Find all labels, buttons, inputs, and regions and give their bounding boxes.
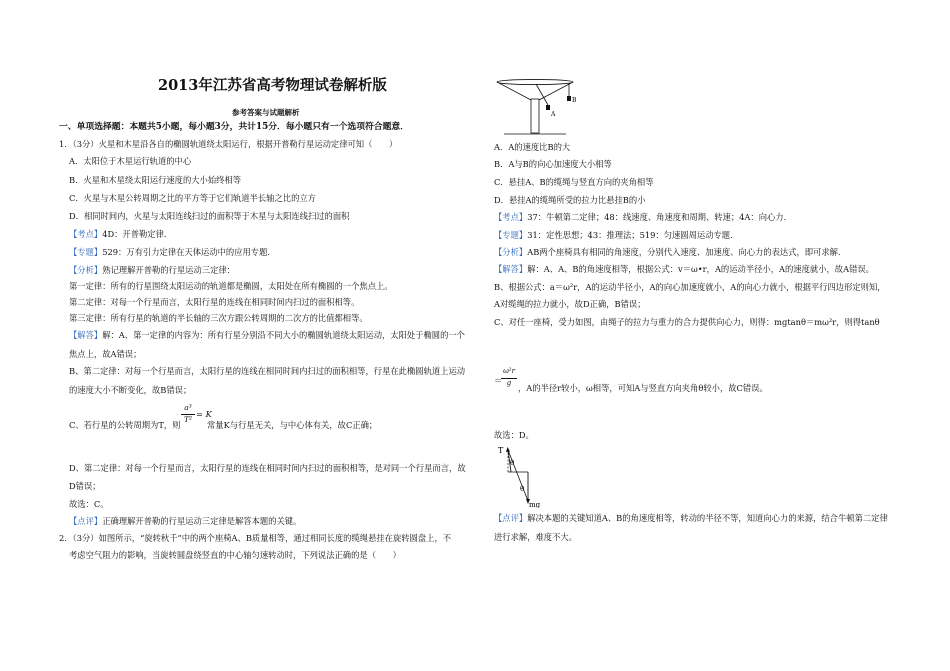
jieda-text: 解：A、第一定律的内容为：所有行星分别沿不同大小的椭圆轨道绕太阳运动，太阳处于椭圆的一个 [102,330,465,340]
zhuanti-text: 529：万有引力定律在天体运动中的应用专题． [102,247,276,257]
q2-jieda [494,264,874,275]
dianping-text: 解决本题的关键知道A、B的角速度相等，转动的半径不等，知道向心力的来源，结合牛顿第二定律 [527,513,888,523]
force-diagram [494,444,546,508]
q2-option-c: C．悬挂A、B的缆绳与竖直方向的夹角相等 [494,177,654,187]
q1-option-d: D．相同时间内，火星与太阳连线扫过的面积等于木星与太阳连线扫过的面积 [69,211,350,221]
carousel-pole [531,99,539,133]
seat-a [546,105,550,110]
q1-answer: 故选：C。 [69,499,109,509]
q1-stem: 1．（3分）火星和木星沿各自的椭圆轨道绕太阳运行，根据开普勒行星运动定律可知（ ） [59,139,398,149]
q2-c-line2: ，A的半径r较小，ω相等，可知A与竖直方向夹角θ较小，故C错误。 [518,383,768,393]
kaodian-tag: 【考点】 [69,229,103,239]
kaodian-tag: 【考点】 [494,212,528,222]
q2-c-line1: C、对任一座椅，受力如图，由绳子的拉力与重力的合力提供向心力，则得：mgtanθ＝mω²r，则得tanθ [494,317,880,327]
q1-option-b: B．火星和木星绕太阳运行速度的大小始终相等 [69,175,242,185]
q2-kaodian [494,212,792,223]
jieda-tag: 【解答】 [69,330,103,340]
kaodian-text: 37：牛顿第二定律；48：线速度、角速度和周期、转速；4A：向心力． [527,212,792,222]
q1-d-line2: D错误； [69,481,101,491]
q2-stem-2: 考虑空气阻力的影响，当旋转圆盘绕竖直的中心轴匀速转动时，下列说法正确的是（ ） [69,550,401,560]
q1-jieda [69,330,465,341]
page-subtitle: 参考答案与试题解析 [232,108,300,117]
swing-carousel-figure [494,78,576,136]
q1-option-c: C．火星与木星公转周期之比的平方等于它们轨道半长轴之比的立方 [69,193,316,203]
q2-fenxi [494,247,846,258]
dianping-text: 正确理解开普勒的行星运动三定律是解答本题的关键。 [102,516,302,526]
q1-jieda-2: 焦点上，故A错误； [69,349,142,359]
diagonal-line [508,450,528,501]
q1-dianping [69,516,301,527]
q2-option-d: D．悬挂A的缆绳所受的拉力比悬挂B的小 [494,195,646,205]
label-b: B [572,97,576,104]
dianping-tag: 【点评】 [69,516,103,526]
q1-law2: 第二定律：对每一个行星而言，太阳行星的连线在相同时间内扫过的面积相等。 [69,297,360,307]
q2-formula-num: ω²r [503,367,515,375]
q2-b-line1: B、根据公式：a＝ω²r，A的运动半径小，A的向心加速度就小，A的向心力就小，根据平行四边形定则知， [494,282,886,292]
q2-b-line2: A对缆绳的拉力就小，故D正确，B错误； [494,299,646,309]
jieda-text: 解：A、A、B的角速度相等，根据公式：v＝ω•r，A的运动半径小，A的速度就小，故A错误。 [527,264,874,274]
fenxi-text: AB两个座椅具有相同的角速度，分别代入速度、加速度、向心力的表达式，即可求解． [527,247,847,257]
q2-c-eq: ＝ [494,376,503,386]
zhuanti-tag: 【专题】 [69,247,103,257]
q1-fenxi [69,265,235,276]
q1-c-formula-eq: = K [196,409,212,419]
q1-b-line1: B、第二定律：对每一个行星而言，太阳行星的连线在相同时间内扫过的面积相等，行星在此椭圆轨道上运动 [69,366,466,376]
q2-formula-den: g [506,379,512,387]
label-theta-1: θ [510,459,515,467]
q1-option-a: A．太阳位于木星运行轨道的中心 [69,156,192,166]
q1-d-line1: D、第二定律：对每一个行星而言，太阳行星的连线在相同时间内扫过的面积相等，是对同一个行星而言，故 [69,463,466,473]
fenxi-tag: 【分析】 [69,265,103,275]
zhuanti-text: 31：定性思想；43：推理法；519：匀速圆周运动专题． [527,230,739,240]
q1-kaodian [69,229,172,240]
section-heading: 一、单项选择题：本题共5小题，每小题3分，共计15分．每小题只有一个选项符合题意． [59,122,409,132]
q1-b-line2: 的速度大小不断变化，故B错误； [69,385,192,395]
q2-option-a: A．A的速度比B的大 [494,142,571,152]
label-theta-2: θ [520,485,525,493]
q1-c-formula-num: a³ [184,403,192,412]
q2-stem-1: 2．（3分）如图所示，“旋转秋千”中的两个座椅A、B质量相等，通过相同长度的缆绳悬挂在旋转圆盘上，不 [59,533,452,543]
zhuanti-tag: 【专题】 [494,230,528,240]
fenxi-tag: 【分析】 [494,247,528,257]
carousel-disc [497,79,573,84]
q2-zhuanti [494,230,738,241]
q1-c-post: 常量K与行星无关，与中心体有关，故C正确； [207,420,378,430]
kaodian-text: 4D：开普勒定律． [102,229,173,239]
q1-law1: 第一定律：所有的行星围绕太阳运动的轨道都是椭圆，太阳处在所有椭圆的一个焦点上。 [69,281,393,291]
fenxi-text: 熟记理解开普勒的行星运动三定律： [102,265,235,275]
label-a: A [551,111,556,118]
q2-dianping-2: 进行求解，难度不大。 [494,532,577,542]
q1-zhuanti [69,247,276,258]
label-tension: T [498,446,504,455]
dianping-tag: 【点评】 [494,513,528,523]
q1-c-pre: C、若行星的公转周期为T，则 [69,420,181,430]
q2-answer: 故选：D。 [494,430,534,440]
page-title: 2013年江苏省高考物理试卷解析版 [158,77,387,94]
q2-dianping [494,513,888,524]
q1-c-formula-den: T² [183,415,192,424]
q1-law3: 第三定律：所有行星的轨道的半长轴的三次方跟公转周期的二次方的比值都相等。 [69,313,368,323]
q2-option-b: B．A与B的向心加速度大小相等 [494,159,612,169]
seat-b [567,96,571,101]
label-mg: mg [529,501,541,508]
jieda-tag: 【解答】 [494,264,528,274]
